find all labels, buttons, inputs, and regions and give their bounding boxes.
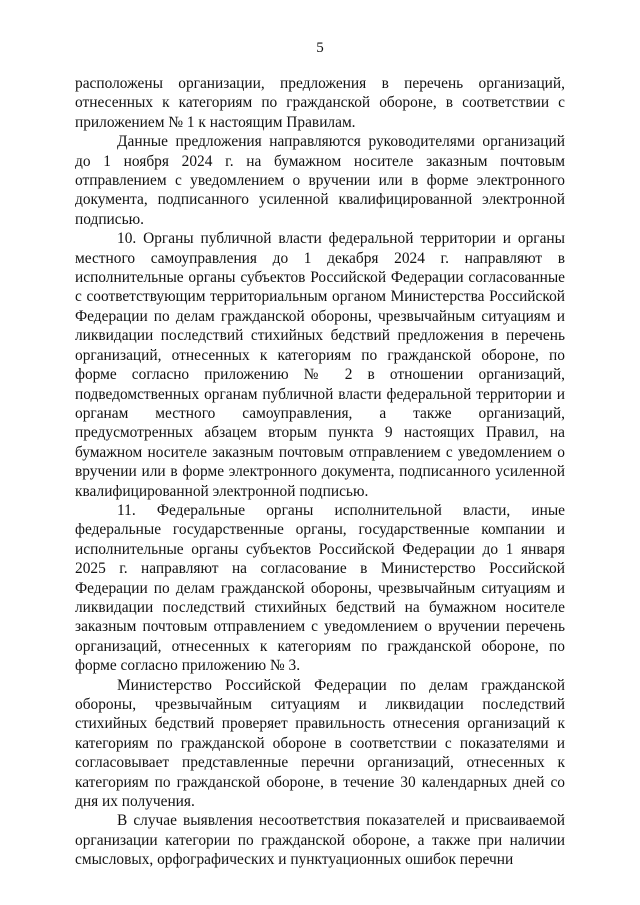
- page-number: 5: [316, 40, 324, 56]
- paragraph-clause-11: 11. Федеральные органы исполнительной власти, иные федеральные государственные органы, государственные компании и исполнительные органы субъектов Российской Федерации до 1 января 2025 г. направляют на согласование в Министерство Российской Федерации по делам гражданской обороны, чрезвычайным ситуациям и ликвидации последствий стихийных бедствий на бумажном носителе заказным почтовым отправлением с уведомлением о вручении перечень организаций, отнесенных к категориям по гражданской обороне, по форме согласно приложению № 3.: [75, 501, 565, 675]
- paragraph-clause-10: 10. Органы публичной власти федеральной территории и органы местного самоуправления до 1 декабря 2024 г. направляют в исполнительные органы субъектов Российской Федерации согласованные с соответствующим территориальным органом Министерства Российской Федерации по делам гражданской обороны, чрезвычайным ситуациям и ликвидации последствий стихийных бедствий предложения в перечень организаций, отнесенных к категориям по гражданской обороне, по форме согласно приложению № 2 в отношении организаций, подведомственных органам публичной власти федеральной территории и органам местного самоуправления, а также организаций, предусмотренных абзацем вторым пункта 9 настоящих Правил, на бумажном носителе заказным почтовым отправлением с уведомлением о вручении или в форме электронного документа, подписанного усиленной квалифицированной электронной подписью.: [75, 230, 565, 500]
- paragraph-ministry-review: Министерство Российской Федерации по делам гражданской обороны, чрезвычайным ситуациям и ликвидации последствий стихийных бедствий проверяет правильность отнесения организаций к категориям по гражданской обороне в соответствии с показателями и согласовывает представленные перечни организаций, отнесенных к категориям по гражданской обороне, в течение 30 календарных дней со дня их получения.: [75, 676, 565, 811]
- paragraph-continuation: расположены организации, предложения в перечень организаций, отнесенных к категориям по гражданской обороне, в соответствии с приложением № 1 к настоящим Правилам.: [75, 75, 565, 131]
- paragraph-discrepancy: В случае выявления несоответствия показателей и присваиваемой организации категории по гражданской обороне, а также при наличии смысловых, орфографических и пунктуационных ошибок перечни: [75, 812, 565, 869]
- paragraph-submission-deadline: Данные предложения направляются руководителями организаций до 1 ноября 2024 г. на бумажном носителе заказным почтовым отправлением с уведомлением о вручении или в форме электронного документа, подписанного усиленной квалифицированной электронной подписью.: [75, 133, 565, 228]
- document-body: [75, 74, 565, 870]
